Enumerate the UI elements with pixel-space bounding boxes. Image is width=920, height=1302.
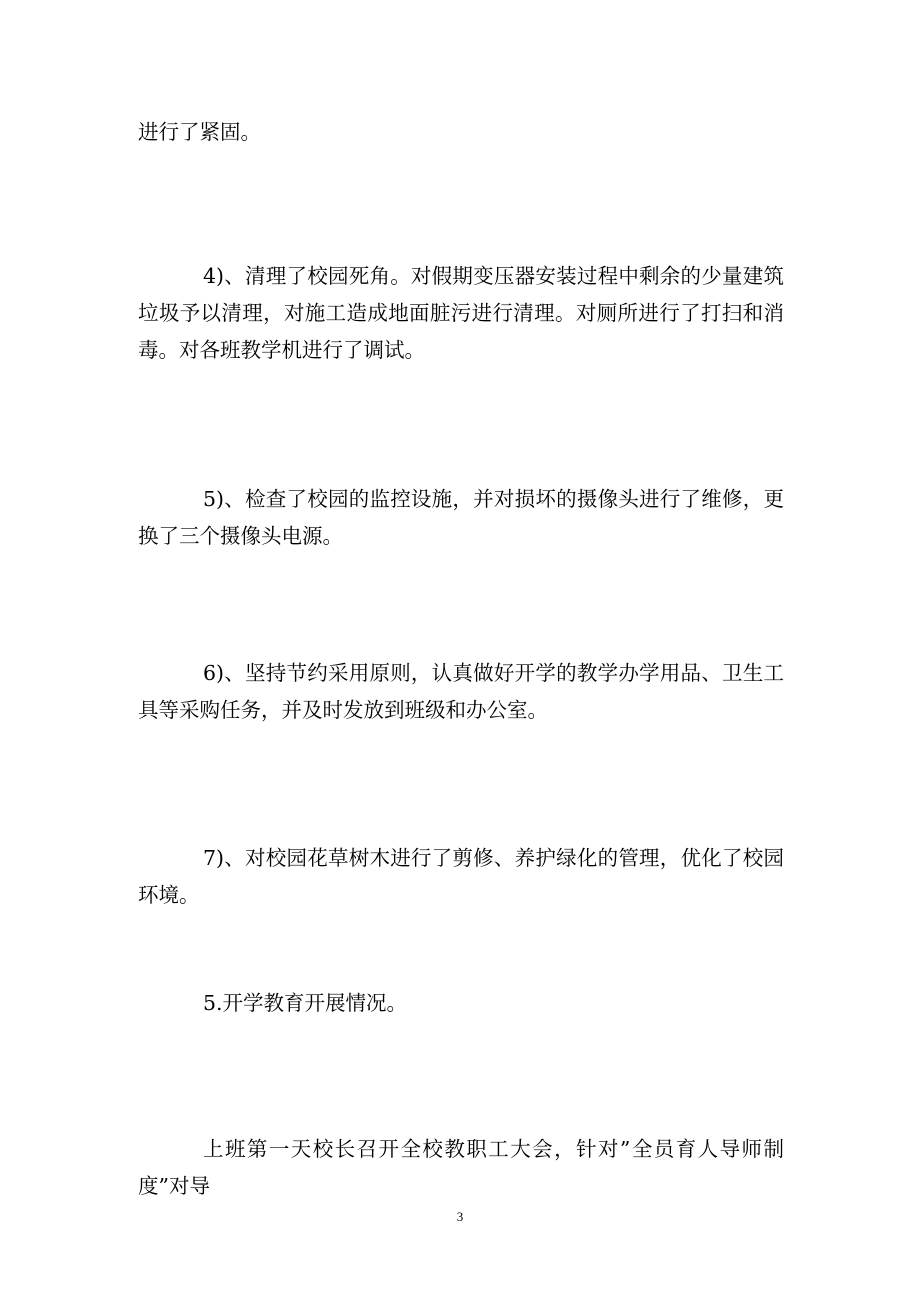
paragraph-staff-meeting: 上班第一天校长召开全校教职工大会，针对”全员育人导师制度”对导 [138, 1137, 784, 1198]
paragraph-continuation: 进行了紧固。 [138, 120, 261, 144]
paragraph-item-7: 7)、对校园花草树木进行了剪修、养护绿化的管理，优化了校园环境。 [138, 846, 784, 907]
paragraph-item-4: 4)、清理了校园死角。对假期变压器安装过程中剩余的少量建筑垃圾予以清理，对施工造成地面脏污进行清理。对厕所进行了打扫和消毒。对各班教学机进行了调试。 [138, 264, 784, 362]
paragraph-item-6: 6)、坚持节约采用原则，认真做好开学的教学办学用品、卫生工具等采购任务，并及时发放到班级和办公室。 [138, 661, 784, 722]
paragraph-item-5: 5)、检查了校园的监控设施，并对损坏的摄像头进行了维修，更换了三个摄像头电源。 [138, 487, 784, 548]
page-number: 3 [456, 1209, 464, 1224]
section-heading: 5.开学教育开展情况。 [203, 991, 408, 1015]
